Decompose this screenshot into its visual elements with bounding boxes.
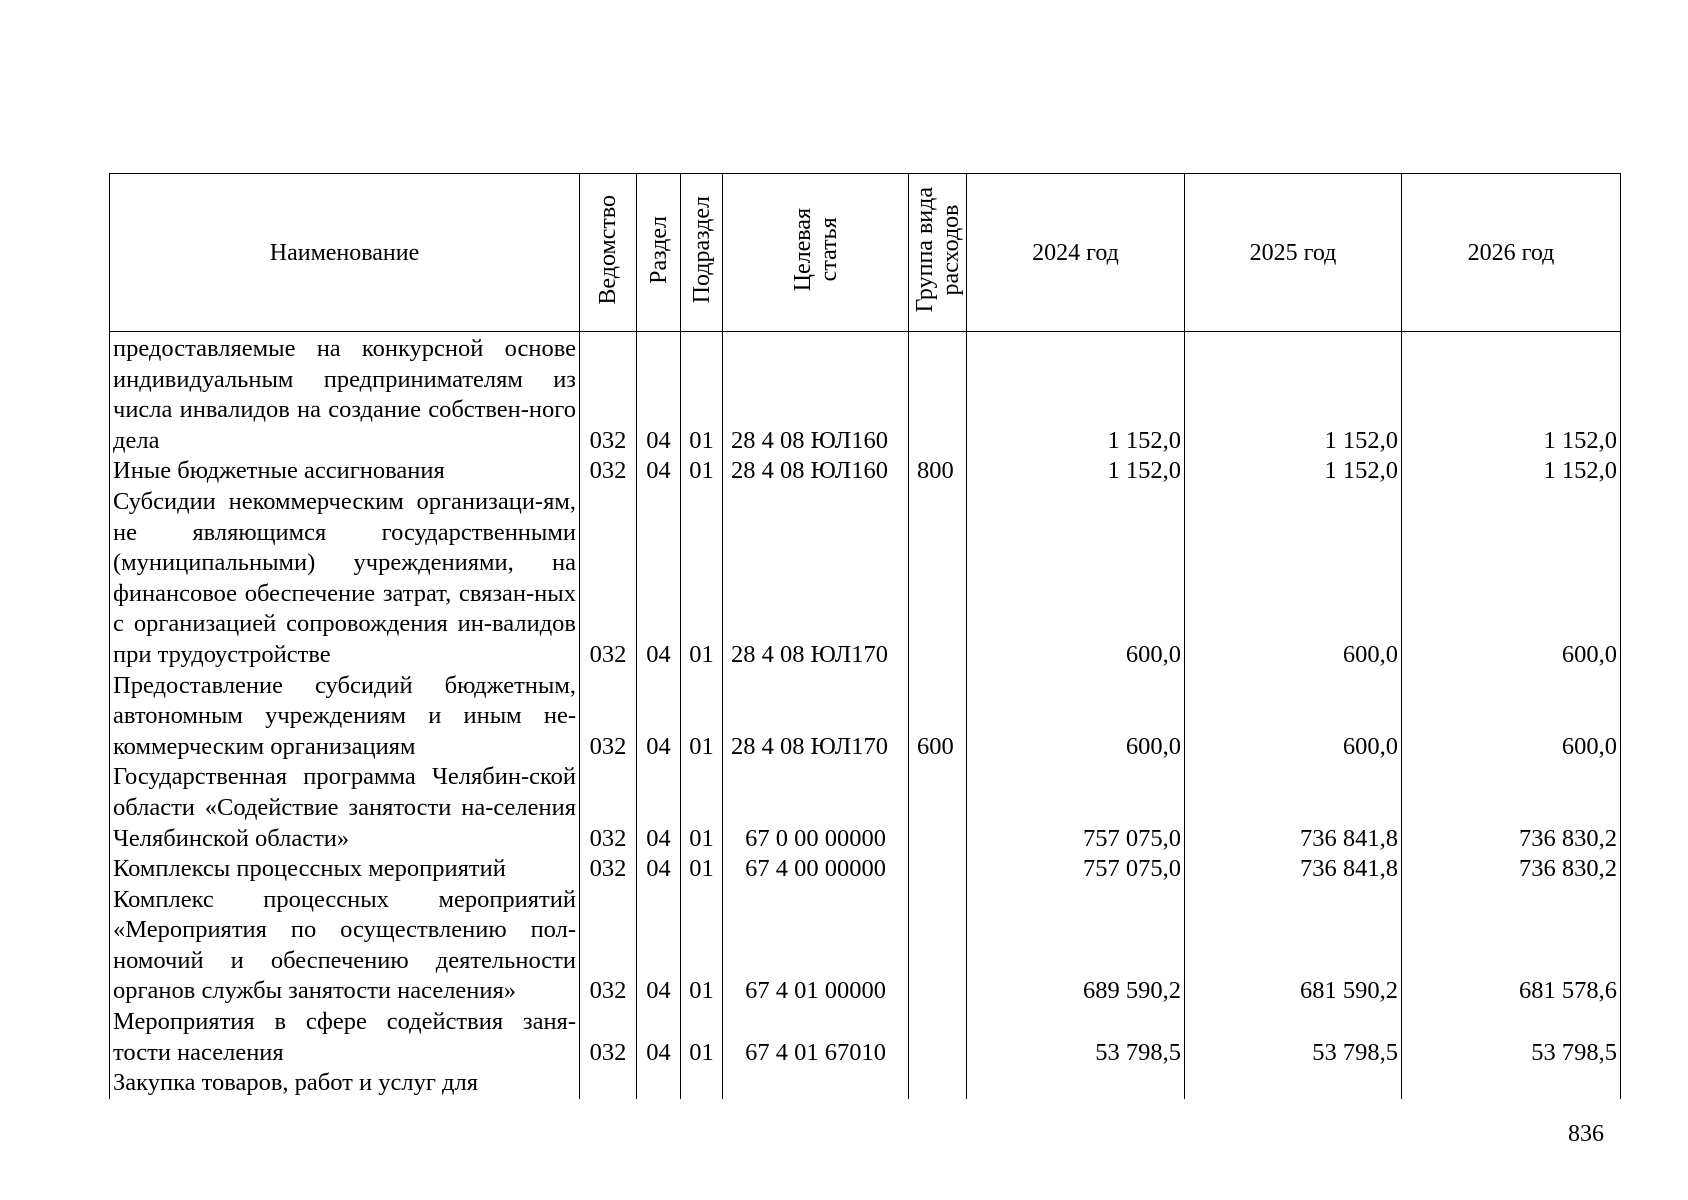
cell-year-2025: 1 152,0: [1185, 332, 1402, 457]
cell-section: 04: [637, 456, 681, 487]
cell-year-2026: 736 830,2: [1402, 762, 1621, 854]
cell-target-article: [723, 1068, 909, 1099]
cell-subsection: 01: [681, 854, 723, 885]
cell-section: 04: [637, 762, 681, 854]
cell-department: 032: [580, 854, 637, 885]
cell-year-2025: 53 798,5: [1185, 1007, 1402, 1068]
header-year-2024: [967, 174, 1185, 332]
header-subsection-label: Подраздел: [688, 195, 715, 304]
cell-section: 04: [637, 854, 681, 885]
cell-department: 032: [580, 487, 637, 671]
cell-section: [637, 1068, 681, 1099]
header-subsection: [681, 174, 723, 332]
cell-department: [580, 1068, 637, 1099]
cell-target-article: 67 4 01 67010: [723, 1007, 909, 1068]
table-row: [110, 487, 1621, 671]
cell-subsection: 01: [681, 762, 723, 854]
cell-name: Мероприятия в сфере содействия заня-тости населения: [110, 1007, 580, 1068]
cell-year-2025: 1 152,0: [1185, 456, 1402, 487]
cell-department: 032: [580, 671, 637, 763]
header-year-2025: [1185, 174, 1402, 332]
cell-section: 04: [637, 1007, 681, 1068]
header-year-2024-label: 2024 год: [1032, 239, 1119, 266]
cell-subsection: [681, 1068, 723, 1099]
cell-expense-group: 600: [909, 671, 967, 763]
page-number: 836: [1568, 1121, 1604, 1147]
cell-year-2024: 689 590,2: [967, 885, 1185, 1007]
cell-expense-group: [909, 1007, 967, 1068]
header-section-label: Раздел: [645, 215, 672, 284]
cell-year-2024: 1 152,0: [967, 456, 1185, 487]
cell-section: 04: [637, 671, 681, 763]
cell-name: Комплексы процессных мероприятий: [110, 854, 580, 885]
cell-section: 04: [637, 487, 681, 671]
cell-year-2026: [1402, 1068, 1621, 1099]
header-target-article-label: Целевая статья: [789, 207, 842, 292]
cell-year-2026: 1 152,0: [1402, 456, 1621, 487]
cell-year-2025: 736 841,8: [1185, 762, 1402, 854]
cell-subsection: 01: [681, 487, 723, 671]
cell-year-2025: 600,0: [1185, 671, 1402, 763]
header-year-2026-label: 2026 год: [1467, 239, 1555, 266]
cell-name: предоставляемые на конкурсной основе индивидуальным предпринимателям из числа инвалидов на создание собствен-ного дела: [110, 332, 580, 457]
cell-year-2026: 736 830,2: [1402, 854, 1621, 885]
cell-year-2025: 681 590,2: [1185, 885, 1402, 1007]
header-expense-group: [909, 174, 967, 332]
cell-target-article: 28 4 08 ЮЛ160: [723, 332, 909, 457]
cell-section: 04: [637, 332, 681, 457]
budget-allocation-table: [109, 173, 1621, 1099]
cell-name: Предоставление субсидий бюджетным, автономным учреждениям и иным не-коммерческим организациям: [110, 671, 580, 763]
cell-year-2024: 53 798,5: [967, 1007, 1185, 1068]
cell-expense-group: [909, 487, 967, 671]
cell-expense-group: [909, 762, 967, 854]
header-year-2026: [1402, 174, 1621, 332]
cell-year-2026: 600,0: [1402, 671, 1621, 763]
cell-year-2024: 757 075,0: [967, 854, 1185, 885]
table-row: [110, 671, 1621, 763]
cell-year-2024: 600,0: [967, 487, 1185, 671]
cell-name: Комплекс процессных мероприятий «Мероприятия по осуществлению пол-номочий и обеспечению деятельности органов службы занятости населения»: [110, 885, 580, 1007]
cell-expense-group: [909, 854, 967, 885]
table-row: [110, 762, 1621, 854]
cell-year-2024: 600,0: [967, 671, 1185, 763]
cell-department: 032: [580, 762, 637, 854]
cell-target-article: 28 4 08 ЮЛ170: [723, 671, 909, 763]
table-row: [110, 1007, 1621, 1068]
cell-name: Иные бюджетные ассигнования: [110, 456, 580, 487]
header-section: [637, 174, 681, 332]
cell-name: Закупка товаров, работ и услуг для: [110, 1068, 580, 1099]
cell-year-2026: 53 798,5: [1402, 1007, 1621, 1068]
table-row: [110, 332, 1621, 457]
header-row: [110, 174, 1621, 332]
cell-department: 032: [580, 885, 637, 1007]
table-header: [110, 174, 1621, 332]
table-row: [110, 456, 1621, 487]
header-target-article: [723, 174, 909, 332]
cell-department: 032: [580, 1007, 637, 1068]
table-row: [110, 854, 1621, 885]
cell-expense-group: [909, 885, 967, 1007]
cell-expense-group: [909, 332, 967, 457]
table-body: [110, 332, 1621, 1099]
cell-subsection: 01: [681, 332, 723, 457]
cell-target-article: 67 4 01 00000: [723, 885, 909, 1007]
cell-year-2026: 600,0: [1402, 487, 1621, 671]
cell-target-article: 67 0 00 00000: [723, 762, 909, 854]
cell-section: 04: [637, 885, 681, 1007]
cell-department: 032: [580, 332, 637, 457]
cell-year-2025: 600,0: [1185, 487, 1402, 671]
cell-year-2024: 757 075,0: [967, 762, 1185, 854]
cell-subsection: 01: [681, 1007, 723, 1068]
cell-name: Государственная программа Челябин-ской области «Содействие занятости на-селения Челябинской области»: [110, 762, 580, 854]
header-expense-group-label: Группа вида расходов: [911, 186, 964, 313]
cell-subsection: 01: [681, 456, 723, 487]
cell-name: Субсидии некоммерческим организаци-ям, не являющимся государственными (муниципальными) учреждениями, на финансовое обеспечение затрат, связан-ных с организацией сопровождения ин-валидов при трудоустройстве: [110, 487, 580, 671]
cell-target-article: 28 4 08 ЮЛ170: [723, 487, 909, 671]
table-row: [110, 885, 1621, 1007]
cell-year-2026: 681 578,6: [1402, 885, 1621, 1007]
cell-expense-group: 800: [909, 456, 967, 487]
table-row: [110, 1068, 1621, 1099]
header-department: [580, 174, 637, 332]
cell-target-article: 28 4 08 ЮЛ160: [723, 456, 909, 487]
cell-subsection: 01: [681, 671, 723, 763]
cell-year-2025: 736 841,8: [1185, 854, 1402, 885]
cell-year-2024: [967, 1068, 1185, 1099]
cell-year-2026: 1 152,0: [1402, 332, 1621, 457]
cell-subsection: 01: [681, 885, 723, 1007]
cell-expense-group: [909, 1068, 967, 1099]
cell-target-article: 67 4 00 00000: [723, 854, 909, 885]
cell-department: 032: [580, 456, 637, 487]
header-name-label: Наименование: [269, 239, 420, 266]
header-department-label: Ведомство: [595, 194, 621, 305]
header-year-2025-label: 2025 год: [1249, 239, 1337, 266]
header-name: [110, 174, 580, 332]
cell-year-2025: [1185, 1068, 1402, 1099]
cell-year-2024: 1 152,0: [967, 332, 1185, 457]
